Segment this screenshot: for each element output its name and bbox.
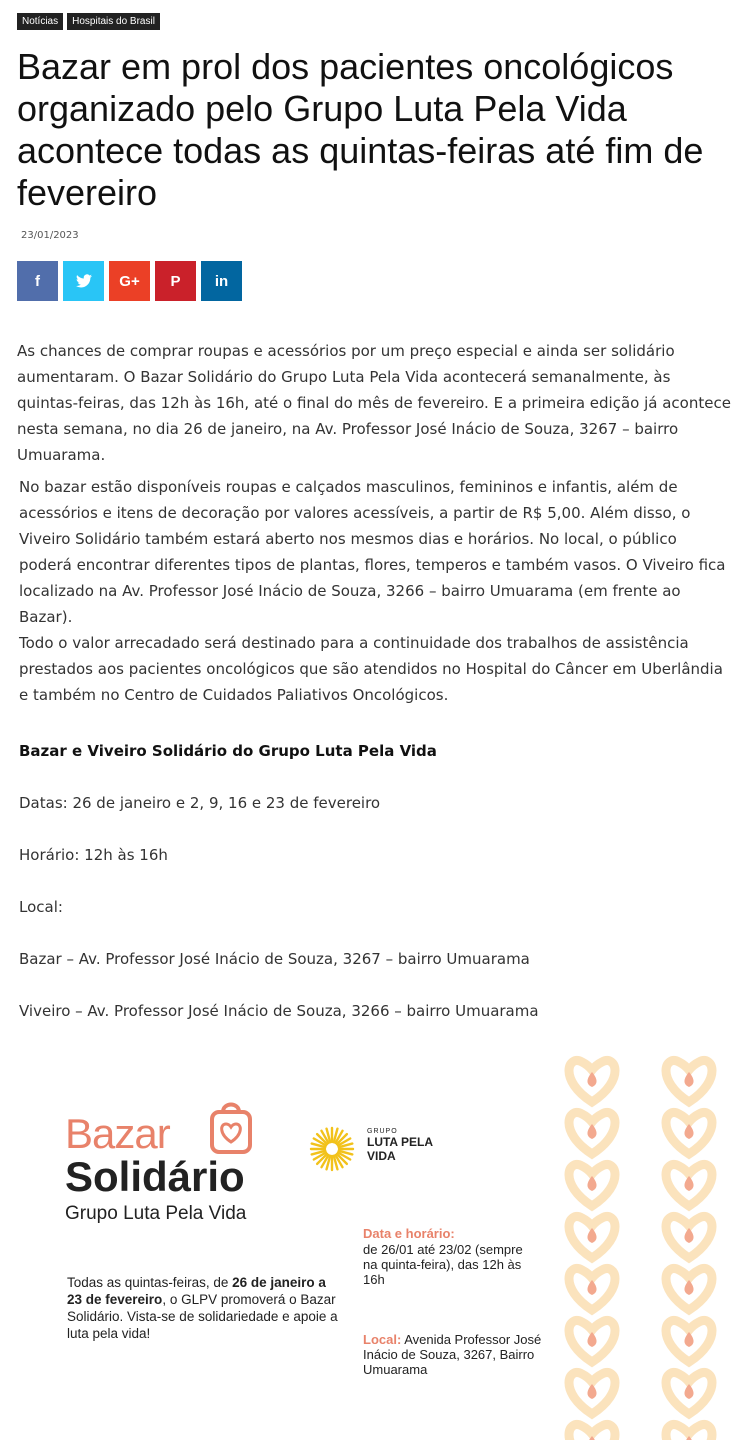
heart-pattern-item xyxy=(666,1165,712,1206)
heart-pattern-item xyxy=(666,1217,712,1258)
heart-pattern-item xyxy=(569,1217,615,1258)
event-viveiro-address: Viveiro – Av. Professor José Inácio de Souza, 3266 – bairro Umuarama xyxy=(19,1002,539,1020)
event-hours: Horário: 12h às 16h xyxy=(19,846,168,864)
linkedin-share-button[interactable] xyxy=(201,261,242,301)
sun-logo-icon xyxy=(309,1126,355,1172)
heart-pattern-item xyxy=(666,1373,712,1414)
heart-pattern-item xyxy=(666,1061,712,1102)
banner-local xyxy=(363,1332,553,1377)
banner-desc-part: Todas as quintas-feiras, de xyxy=(67,1275,229,1290)
twitter-icon xyxy=(76,274,92,288)
article-title: Bazar em prol dos pacientes oncológicos organizado pelo Grupo Luta Pela Vida acontece todas as quintas-feiras até fim de fevereiro xyxy=(17,46,704,213)
banner-subtitle: Grupo Luta Pela Vida xyxy=(65,1203,247,1224)
heart-pattern-item xyxy=(569,1061,615,1102)
paragraph: As chances de comprar roupas e acessórios por um preço especial e ainda ser solidário aumentaram. O Bazar Solidário do Grupo Luta Pela Vida acontecerá semanalmente, às quintas-feiras, das 12h às 16h, até o final do mês de fevereiro. E a primeira edição já acontece nesta semana, no dia 26 de janeiro, na Av. Professor José Inácio de Souza, 3267 – bairro Umuarama. xyxy=(17,342,731,464)
group-logo-text xyxy=(367,1128,433,1163)
paragraph: Todo o valor arrecadado será destinado para a continuidade dos trabalhos de assistência prestados aos pacientes oncológicos que são atendidos no Hospital do Câncer em Uberlândia e também no Centro de Cuidados Paliativos Oncológicos. xyxy=(19,634,723,704)
event-info xyxy=(17,738,732,1024)
heart-pattern-item xyxy=(569,1269,615,1310)
heart-pattern xyxy=(562,1048,717,1440)
heart-pattern-item xyxy=(666,1425,712,1440)
share-bar xyxy=(17,261,242,301)
logo-line2: VIDA xyxy=(367,1149,396,1163)
banner-local-label: Local: xyxy=(363,1332,402,1347)
heart-pattern-item xyxy=(569,1425,615,1440)
banner-date-label: Data e horário: xyxy=(363,1226,455,1241)
pinterest-share-button[interactable] xyxy=(155,261,196,301)
heart-pattern-item xyxy=(666,1269,712,1310)
heart-pattern-item xyxy=(569,1165,615,1206)
heart-pattern-item xyxy=(666,1113,712,1154)
breadcrumb-item-noticias[interactable]: Notícias xyxy=(17,13,63,30)
heart-pattern-item xyxy=(666,1321,712,1362)
event-local-label: Local: xyxy=(19,898,63,916)
article-body xyxy=(17,338,732,1050)
breadcrumb-item-hospitais[interactable]: Hospitais do Brasil xyxy=(67,13,160,30)
googleplus-icon: G+ xyxy=(119,272,140,290)
banner-bazar-word: Bazar xyxy=(65,1110,170,1157)
shopping-bag-icon xyxy=(207,1098,255,1156)
breadcrumb xyxy=(17,13,160,30)
heart-pattern-item xyxy=(569,1321,615,1362)
event-info-title: Bazar e Viveiro Solidário do Grupo Luta Pela Vida xyxy=(19,742,437,760)
banner-desc-part: , o GLPV promoverá o Bazar Solidário. Vista-se de solidariedade e apoie a luta pela vida! xyxy=(67,1292,338,1341)
heart-pattern-item xyxy=(569,1373,615,1414)
heart-pattern-item xyxy=(569,1113,615,1154)
banner-solidario-word: Solidário xyxy=(65,1153,245,1200)
banner-description xyxy=(67,1274,342,1342)
facebook-share-button[interactable] xyxy=(17,261,58,301)
googleplus-share-button[interactable] xyxy=(109,261,150,301)
banner-date-text: de 26/01 até 23/02 (sempre na quinta-feira), das 12h às 16h xyxy=(363,1242,523,1287)
event-bazar-address: Bazar – Av. Professor José Inácio de Souza, 3267 – bairro Umuarama xyxy=(19,950,530,968)
paragraph: No bazar estão disponíveis roupas e calçados masculinos, femininos e infantis, além de acessórios e itens de decoração por valores acessíveis, a partir de R$ 5,00. Além disso, o Viveiro Solidário também estará aberto nos mesmos dias e horários. No local, o público poderá encontrar diferentes tipos de plantas, flores, temperos e também vasos. O Viveiro fica localizado na Av. Professor José Inácio de Souza, 3266 – bairro Umuarama (em frente ao Bazar). xyxy=(19,478,726,626)
logo-line1: LUTA PELA xyxy=(367,1135,433,1149)
banner-local-text: Avenida Professor José Inácio de Souza, 3267, Bairro Umuarama xyxy=(363,1332,542,1377)
facebook-icon: f xyxy=(35,272,40,290)
event-dates: Datas: 26 de janeiro e 2, 9, 16 e 23 de fevereiro xyxy=(19,794,381,812)
logo-small-text: GRUPO xyxy=(367,1128,398,1135)
linkedin-icon: in xyxy=(214,272,229,290)
twitter-share-button[interactable] xyxy=(63,261,104,301)
event-banner-image xyxy=(25,1048,717,1440)
article-date: 23/01/2023 xyxy=(21,230,79,241)
banner-desc-bold: 26 de janeiro a 23 de fevereiro xyxy=(67,1275,326,1307)
pinterest-icon: P xyxy=(170,272,181,290)
